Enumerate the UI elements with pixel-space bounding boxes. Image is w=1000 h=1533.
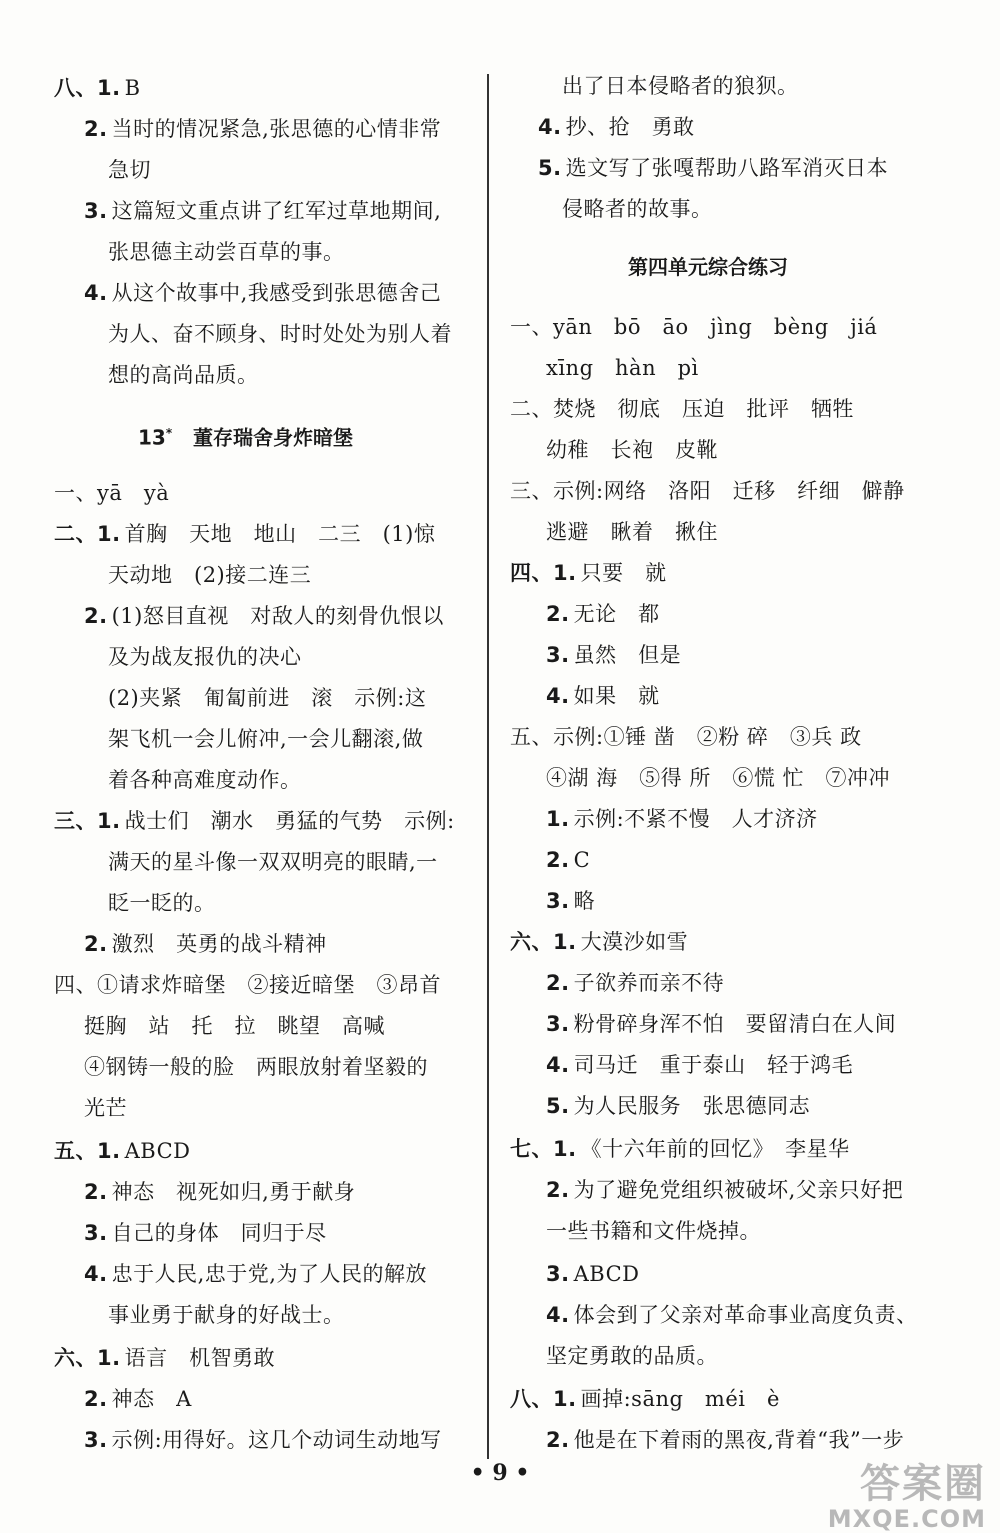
answer-line: 3. 粉骨碎身浑不怕 要留清白在人间 [546,1012,897,1036]
answer-line: 及为战友报仇的决心 [108,645,302,669]
answer-line: 一、yān bō āo jìng bèng jiá [510,315,878,339]
answer-line: 3. 示例:用得好。这几个动词生动地写 [84,1428,442,1452]
answer-line: 坚定勇敢的品质。 [546,1344,718,1368]
answer-line: 张思德主动尝百草的事。 [108,240,345,264]
answer-line: 事业勇于献身的好战士。 [108,1303,345,1327]
answer-line: 三、示例:网络 洛阳 迁移 纤细 僻静 [510,479,905,503]
answer-line: 2. 当时的情况紧急,张思德的心情非常 [84,117,442,141]
answer-line: 2. 激烈 英勇的战斗精神 [84,932,327,956]
lesson-heading: 13* 董存瑞舍身炸暗堡 [138,425,354,450]
answer-line: 六、1. 语言 机智勇敢 [54,1346,276,1370]
answer-line: 3. ABCD [546,1262,640,1286]
answer-line: (2)夹紧 匍匐前进 滚 示例:这 [108,686,427,710]
answer-line: 4. 忠于人民,忠于党,为了人民的解放 [84,1262,427,1286]
answer-line: xīng hàn pì [546,356,699,380]
answer-line: 2. (1)怒目直视 对敌人的刻骨仇恨以 [84,604,444,628]
answer-line: 5. 为人民服务 张思德同志 [546,1094,811,1118]
answer-line: 2. 子欲养而亲不待 [546,971,725,995]
answer-line: 幼稚 长袍 皮靴 [546,438,718,462]
answer-line: 2. 无论 都 [546,602,660,626]
answer-line: 1. 示例:不紧不慢 人才济济 [546,807,818,831]
answer-line: 八、1. B [54,76,141,100]
answer-line: ④钢铸一般的脸 两眼放射着坚毅的 [84,1055,428,1079]
column-divider [487,74,489,1459]
answer-line: 四、1. 只要 就 [510,561,667,585]
answer-line: 5. 选文写了张嘎帮助八路军消灭日本 [538,156,889,180]
answer-line: 为人、奋不顾身、时时处处为别人着 [108,322,452,346]
answer-line: 4. 司马迁 重于泰山 轻于鸿毛 [546,1053,854,1077]
answer-line: 3. 虽然 但是 [546,643,682,667]
answer-line: 2. 神态 视死如归,勇于献身 [84,1180,356,1204]
answer-line: 3. 这篇短文重点讲了红军过草地期间, [84,199,442,223]
answer-line: 2. 为了避免党组织被破坏,父亲只好把 [546,1178,904,1202]
answer-line: 二、1. 首胸 天地 地山 二三 (1)惊 [54,522,436,546]
answer-line: 2. C [546,848,591,872]
answer-line: 二、焚烧 彻底 压迫 批评 牺牲 [510,397,854,421]
page-number: • 9 • [470,1460,530,1486]
answer-line: 满天的星斗像一双双明亮的眼睛,一 [108,850,438,874]
answer-line: 天动地 (2)接二连三 [108,563,312,587]
answer-line: 侵略者的故事。 [562,197,713,221]
answer-line: 五、示例:①锤 凿 ②粉 碎 ③兵 政 [510,725,862,749]
answer-line: 2. 他是在下着雨的黑夜,背着“我”一步 [546,1428,905,1452]
answer-line: 4. 抄、抢 勇敢 [538,115,695,139]
answer-line: 七、1. 《十六年前的回忆》 李星华 [510,1137,850,1161]
answer-line: 三、1. 战士们 潮水 勇猛的气势 示例: [54,809,455,833]
answer-line: 2. 神态 A [84,1387,192,1411]
answer-line: 3. 自己的身体 同归于尽 [84,1221,327,1245]
answer-line: 出了日本侵略者的狼狈。 [562,74,799,98]
answer-line: 一、yā yà [54,481,170,505]
answer-line: 六、1. 大漠沙如雪 [510,930,689,954]
answer-line: 逃避 瞅着 揪住 [546,520,718,544]
watermark-logo [828,1462,986,1532]
answer-line: 4. 如果 就 [546,684,660,708]
unit-heading: 第四单元综合练习 [628,255,788,279]
answer-line: 四、①请求炸暗堡 ②接近暗堡 ③昂首 [54,973,441,997]
answer-line: 想的高尚品质。 [108,363,259,387]
answer-line: 4. 体会到了父亲对革命事业高度负责、 [546,1303,918,1327]
answer-line: 五、1. ABCD [54,1139,191,1163]
answer-line: ④湖 海 ⑤得 所 ⑥慌 忙 ⑦冲冲 [546,766,891,790]
answer-line: 急切 [108,158,151,182]
answer-line: 眨一眨的。 [108,891,216,915]
answer-line: 3. 略 [546,889,596,913]
watermark-url: MXQE.COM [827,1505,986,1533]
answer-line: 4. 从这个故事中,我感受到张思德舍己 [84,281,442,305]
answer-line: 八、1. 画掉:sāng méi è [510,1387,780,1411]
answer-line: 光芒 [84,1096,127,1120]
answer-line: 挺胸 站 托 拉 眺望 高喊 [84,1014,385,1038]
watermark-text: 答案圈 [860,1461,986,1507]
answer-line: 架飞机一会儿俯冲,一会儿翻滚,做 [108,727,424,751]
answer-line: 着各种高难度动作。 [108,768,302,792]
answer-line: 一些书籍和文件烧掉。 [546,1219,761,1243]
